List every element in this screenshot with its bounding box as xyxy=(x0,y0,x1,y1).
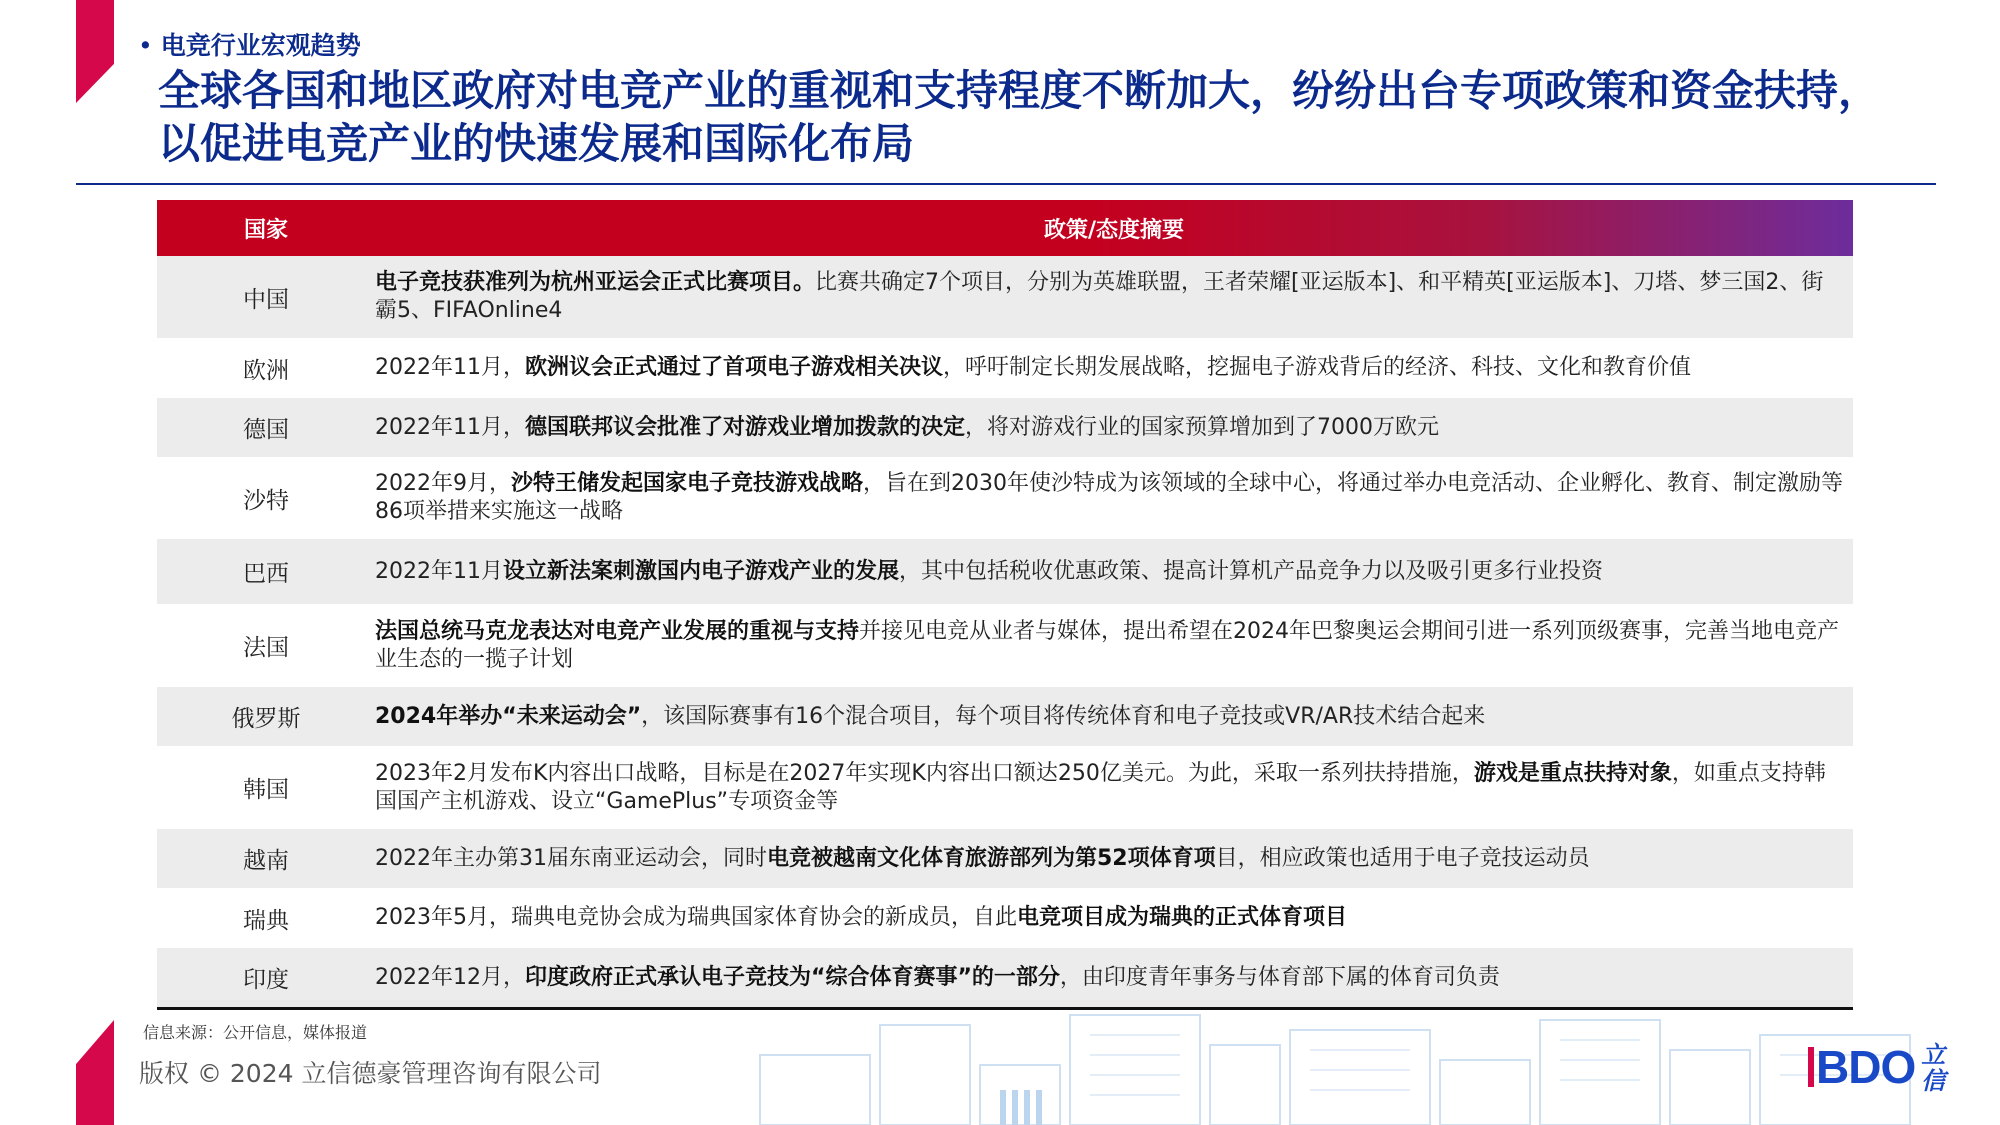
section-tag-text: 电竞行业宏观趋势 xyxy=(160,31,361,60)
row-country: 韩国 xyxy=(243,777,289,803)
policy-bold: 欧洲议会正式通过了首项电子游戏相关决议 xyxy=(524,355,943,380)
row-country: 巴西 xyxy=(243,561,289,587)
policy-pre: 2022年11月， xyxy=(375,414,525,440)
row-country: 越南 xyxy=(243,848,289,874)
policy-bold: 印度政府正式承认电子竞技为“综合体育赛事”的一部分 xyxy=(524,964,1060,990)
policy-rest: 目，相应政策也适用于电子竞技运动员 xyxy=(1215,845,1590,871)
policy-bold: 游戏是重点扶持对象 xyxy=(1473,760,1672,786)
policy-rest: ，由印度青年事务与体育部下属的体育司负责 xyxy=(1059,964,1500,990)
row-country: 沙特 xyxy=(243,487,289,514)
policy-bold: 电子竞技获准列为杭州亚运会正式比赛项目。 xyxy=(375,270,816,295)
row-policy xyxy=(375,414,1853,442)
table-row xyxy=(157,457,1853,539)
row-policy xyxy=(375,354,1853,382)
row-country: 俄罗斯 xyxy=(231,706,301,732)
accent-bar-top xyxy=(76,0,114,103)
table-header xyxy=(157,200,1853,256)
city-skyline-graphic xyxy=(720,1005,1950,1125)
bullet-icon: • xyxy=(138,31,153,60)
bdo-logo-text: BDO xyxy=(1808,1040,1915,1094)
row-policy xyxy=(375,760,1853,816)
copyright: 版权 © 2024 立信德豪管理咨询有限公司 xyxy=(139,1059,602,1088)
row-country: 法国 xyxy=(243,635,289,661)
policy-bold: 电竞项目成为瑞典的正式体育项目 xyxy=(1017,905,1348,930)
table-row xyxy=(157,256,1853,338)
policy-rest: 并接见电竞从业者与媒体，提出希望在2024年巴黎奥运会期间引进一系列顶级赛事，完善当地电竞产业生态的一揽子计划 xyxy=(375,618,1840,672)
policy-table xyxy=(157,200,1853,1010)
policy-bold: 德国联邦议会批准了对游戏业增加拨款的决定 xyxy=(524,414,965,440)
policy-pre: 2022年12月， xyxy=(375,964,525,990)
section-tag xyxy=(138,26,361,62)
policy-pre: 2023年2月发布K内容出口战略，目标是在2027年实现K内容出口额达250亿美元。为此，采取一系列扶持措施， xyxy=(375,760,1474,786)
policy-rest: ，其中包括税收优惠政策、提高计算机产品竞争力以及吸引更多行业投资 xyxy=(899,558,1604,584)
logo-bar-icon xyxy=(1808,1047,1814,1087)
row-country: 德国 xyxy=(243,417,289,443)
table-row xyxy=(157,948,1853,1007)
table-row xyxy=(157,888,1853,948)
policy-pre: 2023年5月，瑞典电竞协会成为瑞典国家体育协会的新成员，自此 xyxy=(375,905,1017,930)
page-title-line-2: 以促进电竞产业的快速发展和国际化布局 xyxy=(158,119,915,168)
row-policy xyxy=(375,470,1853,526)
policy-bold: 设立新法案刺激国内电子游戏产业的发展 xyxy=(502,558,899,584)
policy-rest: ，该国际赛事有16个混合项目，每个项目将传统体育和电子竞技或VR/AR技术结合起来 xyxy=(641,703,1486,729)
table-row xyxy=(157,338,1853,398)
row-policy xyxy=(375,269,1853,325)
row-policy xyxy=(375,904,1853,932)
policy-pre: 2022年主办第31届东南亚运动会，同时 xyxy=(375,845,767,871)
page-title xyxy=(158,64,1958,170)
row-policy xyxy=(375,703,1853,731)
table-row xyxy=(157,604,1853,687)
logo-hanzi: 立 信 xyxy=(1921,1040,1946,1095)
row-country: 中国 xyxy=(243,286,289,313)
policy-bold: 法国总统马克龙表达对电竞产业发展的重视与支持 xyxy=(375,618,860,644)
policy-rest: 比赛共确定7个项目，分别为英雄联盟，王者荣耀[亚运版本]、和平精英[亚运版本]、刀塔、梦三国2、街霸5、FIFAOnline4 xyxy=(375,270,1824,323)
row-policy xyxy=(375,845,1853,873)
policy-bold: 沙特王储发起国家电子竞技游戏战略 xyxy=(511,471,864,496)
table-row xyxy=(157,746,1853,829)
row-policy xyxy=(375,964,1853,992)
policy-rest: ，旨在到2030年使沙特成为该领域的全球中心，将通过举办电竞活动、企业孵化、教育、制定激励等86项举措来实施这一战略 xyxy=(375,471,1844,524)
row-country: 欧洲 xyxy=(243,357,289,384)
table-row xyxy=(157,539,1853,604)
policy-pre: 2022年9月， xyxy=(375,471,511,496)
column-header-country: 国家 xyxy=(243,217,288,243)
table-row xyxy=(157,829,1853,888)
table-row xyxy=(157,687,1853,746)
row-policy xyxy=(375,558,1853,586)
title-divider xyxy=(76,183,1936,185)
column-header-policy: 政策/态度摘要 xyxy=(1043,217,1185,243)
accent-bar-bottom xyxy=(76,1020,114,1125)
policy-pre: 2022年11月， xyxy=(375,355,525,380)
row-policy xyxy=(375,618,1853,674)
policy-rest: ，如重点支持韩国国产主机游戏、设立“GamePlus”专项资金等 xyxy=(375,760,1826,814)
policy-pre: 2022年11月 xyxy=(375,558,503,584)
policy-bold: 2024年举办“未来运动会” xyxy=(375,703,642,729)
policy-rest: ，呼吁制定长期发展战略，挖掘电子游戏背后的经济、科技、文化和教育价值 xyxy=(943,355,1692,380)
source-note: 信息来源：公开信息，媒体报道 xyxy=(143,1023,368,1042)
row-country: 瑞典 xyxy=(243,907,289,934)
table-row xyxy=(157,398,1853,457)
bdo-logo xyxy=(1808,1040,1945,1094)
policy-bold: 电竞被越南文化体育旅游部列为第52项体育项 xyxy=(766,845,1216,871)
page-title-line-1: 全球各国和地区政府对电竞产业的重视和支持程度不断加大，纷纷出台专项政策和资金扶持， xyxy=(158,66,1881,115)
row-country: 印度 xyxy=(243,967,289,993)
policy-rest: ，将对游戏行业的国家预算增加到了7000万欧元 xyxy=(965,414,1439,440)
